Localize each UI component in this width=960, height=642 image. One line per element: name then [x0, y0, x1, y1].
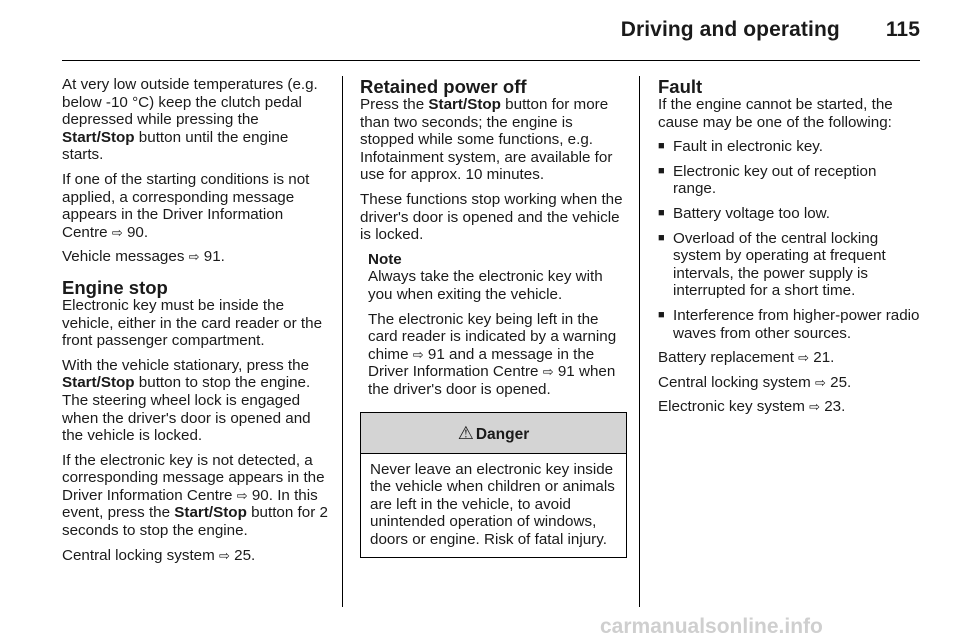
section-heading-retained-power-off: Retained power off: [360, 76, 527, 97]
text: If one of the starting conditions is not applied, a corresponding message appears in the Driver Information Centre: [62, 170, 310, 241]
button-name: Start/Stop: [174, 504, 247, 522]
note-title: Note: [368, 250, 402, 268]
section-heading-fault: Fault: [658, 76, 703, 97]
paragraph: [360, 96, 627, 184]
note-box: [360, 251, 627, 399]
text: Central locking system: [62, 546, 219, 564]
text: Electronic key system: [658, 398, 810, 416]
text: button until the engine starts.: [62, 128, 289, 164]
column-3: [658, 76, 920, 423]
button-name: Start/Stop: [428, 96, 501, 113]
paragraph: [62, 452, 328, 540]
paragraph: [62, 547, 328, 565]
paragraph: [368, 311, 627, 399]
page-ref-arrow-icon: ⇨: [412, 346, 424, 362]
paragraph: These functions stop working when the driver's door is opened and the vehicle is locked.: [360, 190, 623, 244]
list-item: ■ Battery voltage too low.: [658, 205, 920, 223]
paragraph: [658, 374, 920, 392]
list-item: ■ Fault in electronic key.: [658, 138, 920, 156]
text: and a message in the Driver Information Centre: [368, 345, 595, 381]
paragraph: Always take the electronic key with you when exiting the vehicle.: [368, 268, 603, 303]
page-ref[interactable]: 91: [557, 363, 575, 381]
page-ref[interactable]: 91.: [203, 248, 225, 266]
danger-title: Danger: [475, 425, 530, 443]
page-ref-arrow-icon: ⇨: [542, 364, 554, 380]
watermark: carmanualsonline.info: [600, 615, 823, 638]
paragraph: [658, 349, 920, 367]
text: In this event, press the: [62, 486, 318, 522]
header-rule: [62, 60, 920, 61]
page-ref-arrow-icon: ⇨: [809, 399, 820, 415]
warning-triangle-icon: ⚠: [457, 422, 474, 443]
page-ref-arrow-icon: ⇨: [815, 374, 826, 390]
column-2: [360, 76, 627, 558]
page-ref-arrow-icon: ⇨: [111, 224, 123, 240]
page-ref[interactable]: 21.: [813, 349, 835, 367]
column-divider-2: [639, 76, 640, 607]
list-item: ■ Interference from higher-power radio waves from other sources.: [658, 307, 920, 342]
text: button for more than two seconds; the engine is stopped while some functions, e.g. Infotainment system, are available for use for approx. 10 minutes.: [360, 96, 613, 184]
danger-header: [361, 413, 626, 454]
column-1: [62, 76, 328, 571]
page-ref[interactable]: 91: [427, 345, 445, 363]
text: Battery replacement: [658, 349, 799, 367]
column-divider-1: [342, 76, 343, 607]
paragraph: If the engine cannot be started, the cause may be one of the following:: [658, 96, 893, 131]
paragraph: [658, 398, 920, 416]
danger-box: [360, 412, 627, 559]
section-heading-engine-stop: Engine stop: [62, 276, 168, 298]
text: Central locking system: [658, 373, 815, 391]
page-ref[interactable]: 25.: [234, 546, 256, 564]
paragraph: Electronic key must be inside the vehicle, either in the card reader or the front passenger compartment.: [62, 296, 323, 350]
text: The electronic key being left in the card reader is indicated by a warning chime: [368, 310, 617, 363]
page-ref-arrow-icon: ⇨: [798, 350, 810, 366]
paragraph: [62, 171, 328, 241]
text: when the driver's door is opened.: [368, 363, 616, 398]
page-ref[interactable]: 90.: [126, 223, 149, 241]
text: If the electronic key is not detected, a corresponding message appears in the Driver Information Centre: [62, 451, 325, 504]
text: Vehicle messages: [62, 248, 189, 266]
page-header: [621, 18, 920, 42]
section-title: Driving and operating: [620, 18, 840, 41]
button-name: Start/Stop: [62, 374, 135, 392]
page-ref-arrow-icon: ⇨: [219, 547, 230, 563]
page-ref-arrow-icon: ⇨: [236, 487, 248, 503]
page-ref[interactable]: 90.: [251, 486, 273, 504]
page-ref[interactable]: 25.: [830, 373, 852, 391]
text: With the vehicle stationary, press the: [62, 356, 310, 374]
list-item: ■ Electronic key out of reception range.: [658, 163, 920, 198]
fault-list: [658, 138, 920, 342]
paragraph: [62, 357, 328, 445]
paragraph: [62, 248, 328, 266]
paragraph: [62, 76, 328, 164]
danger-text: Never leave an electronic key inside the vehicle when children or animals are left in the vehicle, to avoid unintended operation of windows, doors or engine. Risk of fatal injury.: [370, 460, 615, 548]
page-ref-arrow-icon: ⇨: [188, 249, 200, 265]
text: At very low outside temperatures (e.g. below -10 °C) keep the clutch pedal depressed while pressing the: [62, 76, 318, 129]
page-ref[interactable]: 23.: [824, 398, 846, 416]
page-number: 115: [885, 18, 920, 41]
button-name: Start/Stop: [62, 128, 135, 146]
text: Press the: [360, 96, 429, 113]
text: button for 2 seconds to stop the engine.: [62, 504, 328, 540]
list-item: ■ Overload of the central locking system by operating at frequent intervals, the power supply is interrupted for a short time.: [658, 230, 920, 300]
text: button to stop the engine. The steering wheel lock is engaged when the driver's door is opened and the vehicle is locked.: [62, 374, 311, 445]
